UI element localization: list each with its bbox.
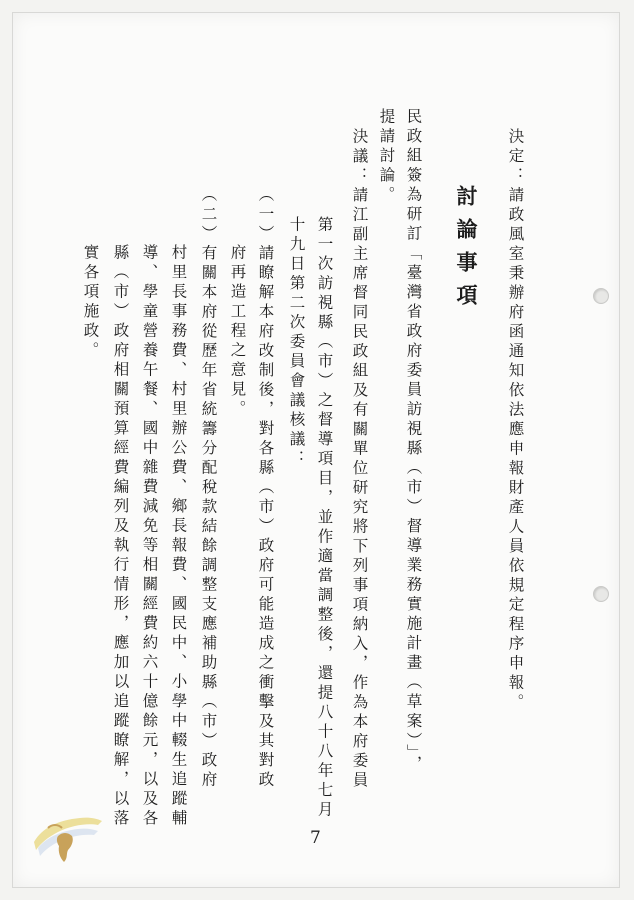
page-number: 7 bbox=[310, 828, 321, 848]
resolution-line-3: 十九日第二次委員會議核議： bbox=[287, 216, 306, 470]
proposal-line-1: 民政組簽為研訂「臺灣省政府委員訪視縣（市）督導業務實施計畫（草案）」， bbox=[404, 108, 423, 775]
item-2-line-4: 縣（市）政府相關預算經費編列及執行情形，應加以追蹤瞭解，以落 bbox=[111, 244, 130, 829]
binder-hole-bottom bbox=[593, 586, 609, 602]
item-2-line-2: 村里長事務費、村里辦公費、鄉長報費、國民中、小學中輟生追蹤輔 bbox=[169, 244, 188, 829]
binder-hole-top bbox=[593, 288, 609, 304]
archive-logo-icon bbox=[28, 798, 106, 868]
section-heading: 討論事項 bbox=[454, 185, 479, 317]
resolution-line-2: 第一次訪視縣（市）之督導項目，並作適當調整後，還提八十八年七月 bbox=[315, 216, 334, 821]
item-2-line-3: 導、學童營養午餐、國中雜費減免等相關經費約六十億餘元，以及各 bbox=[140, 244, 159, 829]
item-2-line-5: 實各項施政。 bbox=[81, 244, 100, 361]
resolution-line-1: 決議：請江副主席督同民政組及有關單位研究將下列事項納入，作為本府委員 bbox=[350, 128, 369, 791]
proposal-line-2: 提請討論。 bbox=[377, 108, 396, 206]
item-1-line-2: 府再造工程之意見。 bbox=[228, 244, 247, 420]
item-2-line-1: （二）有關本府從歷年省統籌分配稅款結餘調整支應補助縣（市）政府 bbox=[199, 186, 218, 791]
decision-line: 決定：請政風室秉辦府函通知依法應申報財產人員依規定程序申報。 bbox=[506, 128, 525, 713]
item-1-line-1: （一）請瞭解本府改制後，對各縣（市）政府可能造成之衝擊及其對政 bbox=[256, 186, 275, 791]
